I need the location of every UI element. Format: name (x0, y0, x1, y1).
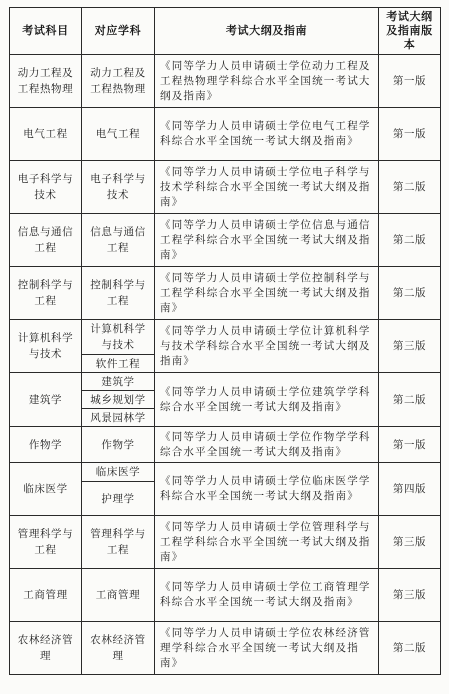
guide-cell: 《同等学力人员申请硕士学位建筑学学科综合水平全国统一考试大纲及指南》 (155, 373, 379, 427)
discipline-cell: 电气工程 (82, 108, 155, 161)
discipline-cell: 控制科学与工程 (82, 267, 155, 320)
exam-subject-cell: 临床医学 (10, 463, 82, 516)
table-row (10, 622, 441, 675)
guide-cell: 《同等学力人员申请硕士学位动力工程及工程热物理学科综合水平全国统一考试大纲及指南》 (155, 55, 379, 108)
guide-cell: 《同等学力人员申请硕士学位作物学学科综合水平全国统一考试大纲及指南》 (155, 427, 379, 463)
guide-cell: 《同等学力人员申请硕士学位电气工程学科综合水平全国统一考试大纲及指南》 (155, 108, 379, 161)
version-cell: 第二版 (379, 373, 441, 427)
version-cell: 第二版 (379, 267, 441, 320)
guide-cell: 《同等学力人员申请硕士学位计算机科学与技术学科综合水平全国统一考试大纲及指南》 (155, 320, 379, 373)
guide-cell: 《同等学力人员申请硕士学位工商管理学科综合水平全国统一考试大纲及指南》 (155, 569, 379, 622)
table-row (10, 569, 441, 622)
table-row (10, 267, 441, 320)
table-row (10, 427, 441, 463)
discipline-cell: 护理学 (82, 482, 155, 516)
exam-subject-cell: 电气工程 (10, 108, 82, 161)
table-row (10, 320, 441, 355)
table-row (10, 161, 441, 214)
exam-subject-cell: 作物学 (10, 427, 82, 463)
exam-subject-cell: 管理科学与工程 (10, 516, 82, 569)
discipline-cell: 软件工程 (82, 355, 155, 373)
version-cell: 第一版 (379, 427, 441, 463)
discipline-cell: 电子科学与技术 (82, 161, 155, 214)
discipline-cell: 农林经济管理 (82, 622, 155, 675)
discipline-cell: 管理科学与工程 (82, 516, 155, 569)
version-cell: 第三版 (379, 516, 441, 569)
discipline-cell: 临床医学 (82, 463, 155, 482)
table-row (10, 214, 441, 267)
guide-cell: 《同等学力人员申请硕士学位电子科学与技术学科综合水平全国统一考试大纲及指南》 (155, 161, 379, 214)
exam-subject-cell: 动力工程及工程热物理 (10, 55, 82, 108)
discipline-cell: 建筑学 (82, 373, 155, 391)
version-cell: 第四版 (379, 463, 441, 516)
guide-cell: 《同等学力人员申请硕士学位信息与通信工程学科综合水平全国统一考试大纲及指南》 (155, 214, 379, 267)
header-discipline: 对应学科 (82, 8, 155, 55)
header-guide: 考试大纲及指南 (155, 8, 379, 55)
table-row (10, 108, 441, 161)
discipline-cell: 计算机科学与技术 (82, 320, 155, 355)
version-cell: 第一版 (379, 108, 441, 161)
discipline-cell: 动力工程及工程热物理 (82, 55, 155, 108)
version-cell: 第三版 (379, 569, 441, 622)
table-header-row (10, 8, 441, 55)
guide-cell: 《同等学力人员申请硕士学位临床医学学科综合水平全国统一考试大纲及指南》 (155, 463, 379, 516)
version-cell: 第二版 (379, 622, 441, 675)
discipline-cell: 信息与通信工程 (82, 214, 155, 267)
exam-subject-cell: 建筑学 (10, 373, 82, 427)
guide-cell: 《同等学力人员申请硕士学位控制科学与工程学科综合水平全国统一考试大纲及指南》 (155, 267, 379, 320)
version-cell: 第二版 (379, 214, 441, 267)
discipline-cell: 风景园林学 (82, 409, 155, 427)
discipline-cell: 作物学 (82, 427, 155, 463)
exam-subject-cell: 工商管理 (10, 569, 82, 622)
exam-subject-cell: 信息与通信工程 (10, 214, 82, 267)
version-cell: 第一版 (379, 55, 441, 108)
version-cell: 第三版 (379, 320, 441, 373)
guide-cell: 《同等学力人员申请硕士学位管理科学与工程学科综合水平全国统一考试大纲及指南》 (155, 516, 379, 569)
version-cell: 第二版 (379, 161, 441, 214)
header-version: 考试大纲及指南版本 (379, 8, 441, 55)
exam-subject-cell: 农林经济管理 (10, 622, 82, 675)
exam-subject-cell: 控制科学与工程 (10, 267, 82, 320)
exam-subject-cell: 电子科学与技术 (10, 161, 82, 214)
table-row (10, 373, 441, 391)
discipline-cell: 工商管理 (82, 569, 155, 622)
table-row (10, 463, 441, 482)
syllabus-table (9, 7, 441, 675)
guide-cell: 《同等学力人员申请硕士学位农林经济管理学科综合水平全国统一考试大纲及指南》 (155, 622, 379, 675)
table-row (10, 55, 441, 108)
table-row (10, 516, 441, 569)
exam-subject-cell: 计算机科学与技术 (10, 320, 82, 373)
header-exam-subject: 考试科目 (10, 8, 82, 55)
discipline-cell: 城乡规划学 (82, 391, 155, 409)
